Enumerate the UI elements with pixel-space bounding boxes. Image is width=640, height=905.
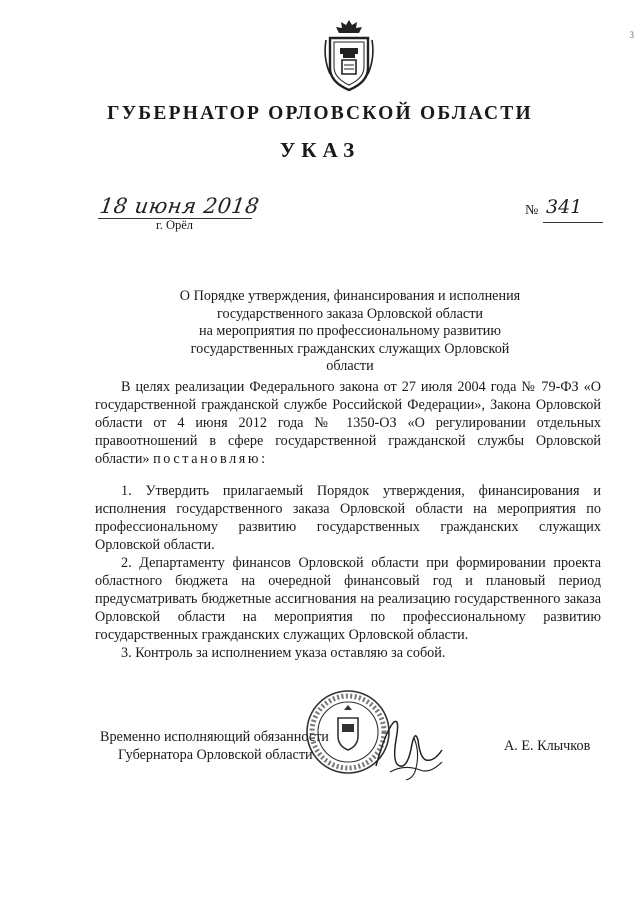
corner-mark: 3	[629, 30, 634, 40]
handwritten-number: 341	[546, 196, 583, 218]
preamble-text: В целях реализации Федерального закона от 27 июля 2004 года № 79-ФЗ «О государственной гражданской службе Российской Федерации», Закона Орловской области от 4 июня 2012 года № 1350-ОЗ «О регулировании отдельных правоотношений в сфере государственной гражданской службы Орловской области»	[95, 379, 601, 467]
number-label: №	[525, 203, 539, 218]
signer-position-line2: Губернатора Орловской области	[118, 747, 313, 763]
preamble-paragraph	[95, 378, 601, 468]
subject-line: на мероприятия по профессиональному развитию	[199, 323, 501, 340]
decree-word: постановляю:	[153, 451, 268, 467]
subject-line: государственного заказа Орловской области	[216, 305, 484, 322]
subject-line: государственных гражданских служащих Орловской	[190, 340, 510, 357]
subject-line: О Порядке утверждения, финансирования и исполнения	[179, 288, 521, 304]
document-type-title: УКАЗ	[279, 138, 361, 162]
decree-item-1: 1. Утвердить прилагаемый Порядок утверждения, финансирования и исполнения государственного заказа Орловской области на мероприятия по профессиональному развитию государственных гражданских служащих Орловской области.	[95, 483, 601, 553]
signer-position-line1: Временно исполняющий обязанности	[100, 729, 329, 745]
signer-position	[100, 728, 340, 764]
handwritten-date: 18 июня 2018	[98, 194, 261, 218]
decree-item-2: 2. Департаменту финансов Орловской области при формировании проекта областного бюджета на очередной финансовый год и плановый период предусматривать бюджетные ассигнования на реализацию государственного заказа Орловской области на мероприятия по профессиональному развитию государственных гражданских служащих Орловской области.	[95, 555, 601, 643]
subject-line: области	[326, 358, 374, 375]
number-underline	[543, 222, 603, 223]
decree-item-3: 3. Контроль за исполнением указа оставляю за собой.	[121, 645, 446, 661]
issue-city: г. Орёл	[156, 218, 194, 232]
decree-subject	[150, 288, 550, 376]
signer-name: А. Е. Клычков	[504, 738, 591, 754]
issuer-title: ГУБЕРНАТОР ОРЛОВСКОЙ ОБЛАСТИ	[107, 103, 533, 124]
orel-coat-of-arms-icon	[322, 18, 376, 92]
handwritten-signature-icon	[370, 708, 450, 788]
decree-body	[95, 378, 601, 662]
